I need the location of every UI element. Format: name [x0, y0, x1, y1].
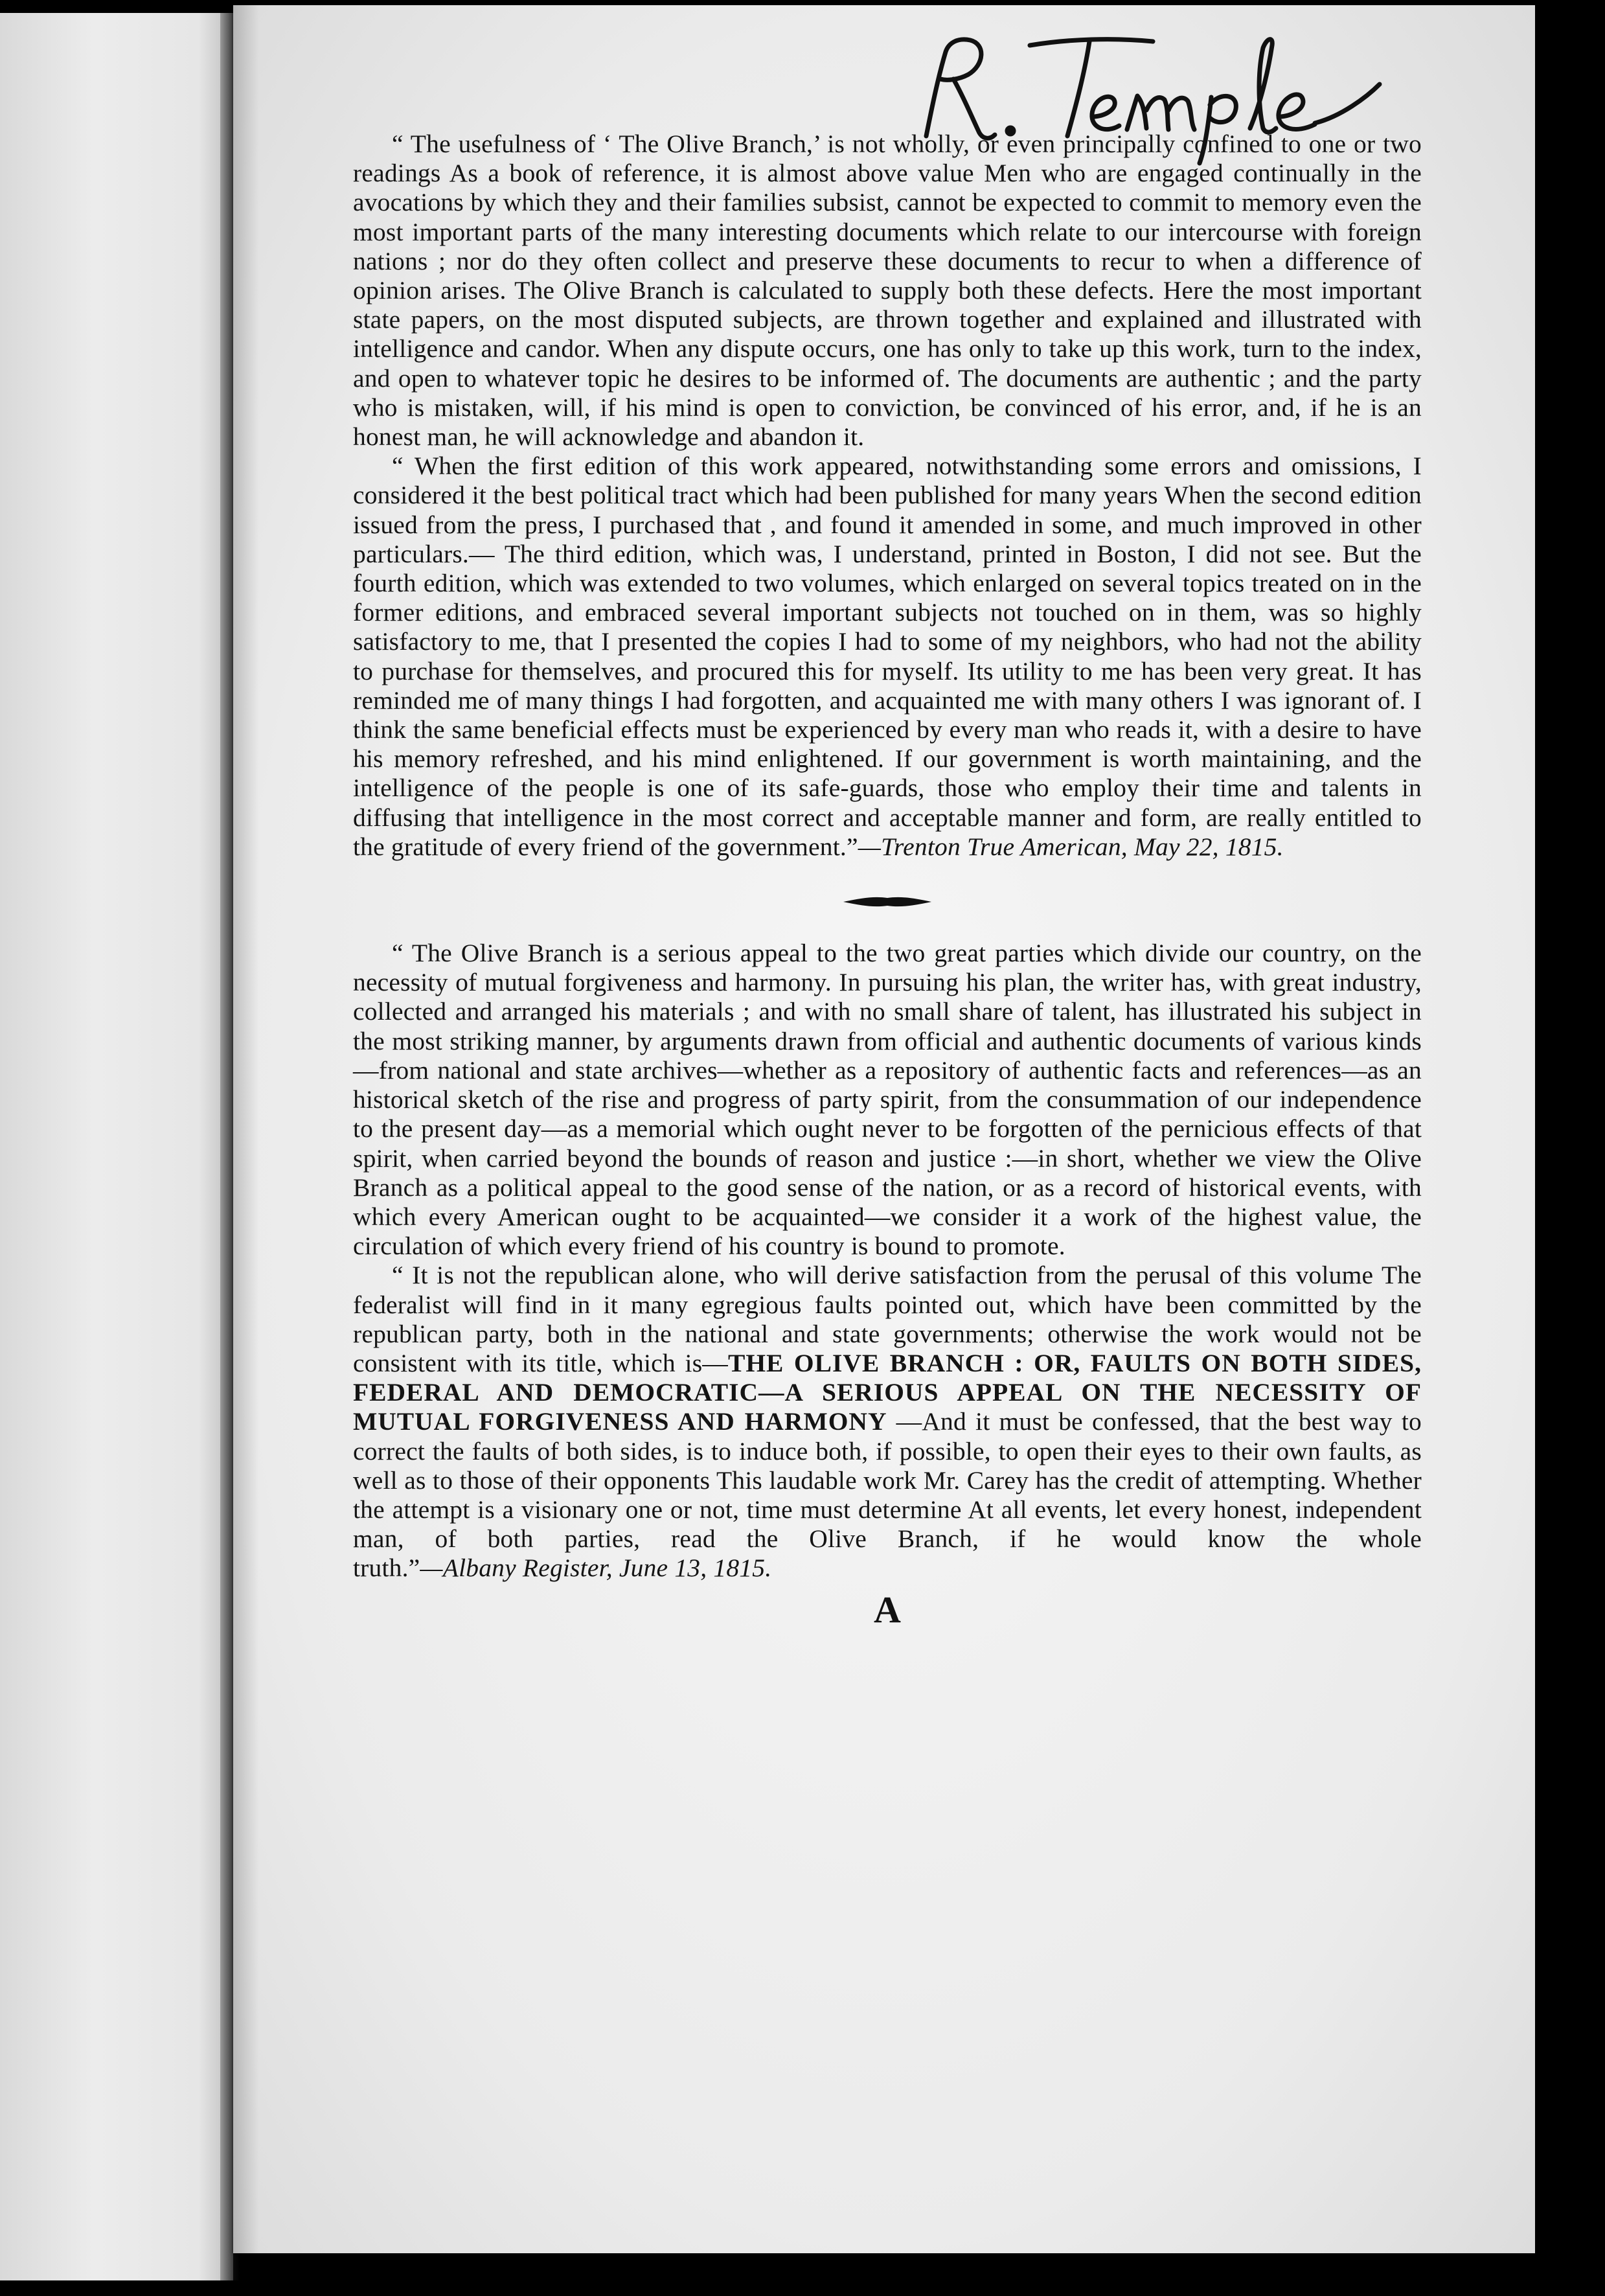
- facing-page-edge: [0, 13, 233, 2280]
- paragraph-text: “ When the first edition of this work appeared, notwithstanding some errors and omissions, I considered it the best political tract which had been published for many years When the second edition issued from the press, I purchased that , and found it amended in some, and much improved in other particulars.— The third edition, which was, I understand, printed in Boston, I did not see. But the fourth edition, which was extended to two volumes, which enlarged on several topics treated on in the former editions, and embraced several important subjects not touched on in them, was so highly satisfactory to me, that I presented the copies I had to some of my neighbors, who had not the ability to purchase for themselves, and procured this for myself. Its utility to me has been very great. It has reminded me of many things I had forgotten, and acquainted me with many others I was ignorant of. I think the same beneficial effects must be experienced by every man who reads it, with a desire to have his memory refreshed, and his mind enlightened. If our government is worth maintaining, and the intelligence of the people is one of its safe-guards, those who employ their time and talents in diffusing that intelligence in the most correct and acceptable manner and form, are really entitled to the gratitude of every friend of the government.”: [353, 452, 1422, 861]
- printer-signature-mark: A: [873, 1588, 902, 1631]
- book-title: THE OLIVE BRANCH : OR, FAULTS ON BOTH SIDES, FEDERAL AND DEMOCRATIC—A SERIOUS APPEAL ON THE NECESSITY OF MUTUAL FORGIVENESS AND HARMONY: [353, 1348, 1422, 1436]
- paragraph-text: —And it must be confessed, that the best way to correct the faults of both sides, is to induce both, if possible, to open their eyes to their own faults, as well as to those of their opponents This laudable work Mr. Carey has the credit of attempting. Whether the attempt is a visionary one or not, time must determine At all events, let every honest, independent man, of both parties, read the Olive Branch, if he would know the whole truth.”: [353, 1407, 1422, 1583]
- paragraph-text: “ The usefulness of ‘ The Olive Branch,’ is not wholly, or even principally confined to one or two readings As a book of reference, it is almost above value Men who are engaged continually in the avocations by which they and their families subsist, cannot be expected to commit to memory even the most important parts of the many interesting documents which relate to our intercourse with foreign nations ; nor do they often collect and preserve these documents to recur to when a difference of opinion arises. The Olive Branch is calculated to supply both these defects. Here the most important state papers, on the most disputed subjects, are thrown together and explained and illustrated with intelligence and candor. When any dispute occurs, one has only to take up this work, turn to the index, and open to whatever topic he desires to be informed of. The documents are authentic ; and the party who is mistaken, will, if his mind is open to conviction, be convinced of his error, and, if he is an honest man, he will acknowledge and abandon it.: [353, 130, 1422, 452]
- review-paragraph: [353, 452, 1422, 862]
- source-attribution: —Albany Register, June 13, 1815.: [420, 1554, 772, 1583]
- text-block: [353, 130, 1422, 1631]
- paragraph-text: “ It is not the republican alone, who will derive satisfaction from the perusal of this volume The federalist will find in it many egregious faults pointed out, which have been committed by the republican party, both in the national and state governments; otherwise the work would not be consistent with its title, which is—: [353, 1261, 1422, 1377]
- review-paragraph: [353, 130, 1422, 452]
- ornamental-divider: [353, 894, 1422, 910]
- divider-ornament-icon: [842, 894, 933, 910]
- review-paragraph: [353, 939, 1422, 1261]
- source-attribution: —Trenton True American, May 22, 1815.: [858, 832, 1284, 861]
- paragraph-text: “ The Olive Branch is a serious appeal to the two great parties which divide our country, on the necessity of mutual forgiveness and harmony. In pursuing his plan, the writer has, with great industry, collected and arranged his materials ; and with no small share of talent, has illustrated his subject in the most striking manner, by arguments drawn from official and authentic documents of various kinds—from national and state archives—whether as a repository of authentic facts and references—as an historical sketch of the rise and progress of party spirit, from the consummation of our independence to the present day—as a memorial which ought never to be forgotten of the pernicious effects of that spirit, when carried beyond the bounds of reason and justice :—in short, whether we view the Olive Branch as a political appeal to the good sense of the nation, or as a record of historical events, with which every American ought to be acquainted—we consider it a work of the highest value, the circulation of which every friend of his country is bound to promote.: [353, 939, 1422, 1261]
- review-paragraph: [353, 1261, 1422, 1583]
